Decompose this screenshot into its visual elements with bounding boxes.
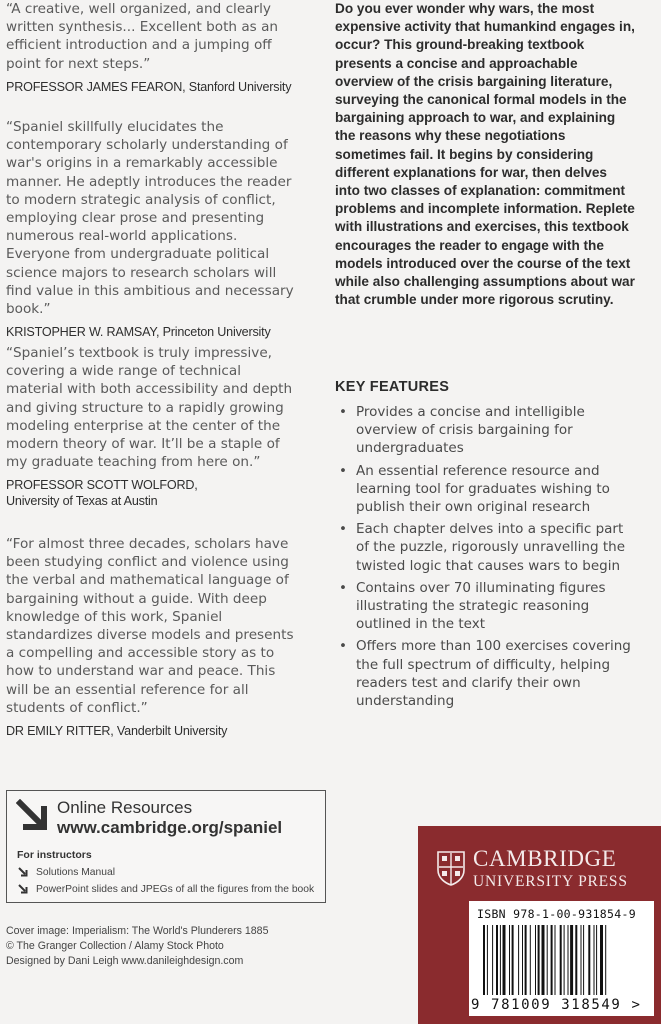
barcode-bar (547, 925, 548, 995)
key-features-title: KEY FEATURES (335, 379, 450, 395)
barcode-bar (542, 925, 545, 995)
barcode-bar (483, 925, 485, 995)
resource-item (18, 884, 314, 895)
credit-line: Cover image: Imperialism: The World's Plunderers 1885 (6, 925, 269, 937)
barcode-bar (518, 925, 519, 995)
barcode-bar (538, 925, 540, 995)
endorser-affiliation: , (194, 478, 198, 493)
credit-line: Designed by Dani Leigh www.danileighdesign.com (6, 955, 244, 967)
feature-text: Offers more than 100 exercises covering the full spectrum of difficulty, helping readers test and clarify their own understanding (356, 638, 631, 710)
barcode-bar (581, 925, 582, 995)
bullet-icon: • (339, 462, 347, 479)
endorser-name: PROFESSOR JAMES FEARON (6, 79, 183, 94)
endorsement-quote: “Spaniel skillfully elucidates the contemporary scholarly understanding of war's origins in a remarkably accessible manner. He adeptly introduces the reader to modern strategic analysis of conflict, employing clear prose and presenting numerous real-world applications. Everyone from undergraduate political science majors to research scholars will find value in this ambitious and necessary book.” (6, 119, 294, 318)
endorsement-attribution (6, 79, 302, 95)
arrow-down-right-icon (18, 867, 28, 877)
endorsement-4 (6, 535, 302, 739)
endorsement-attribution (6, 324, 302, 340)
endorsement-1 (6, 0, 302, 95)
feature-item (335, 403, 635, 458)
publisher-name: CAMBRIDGE (473, 846, 617, 871)
barcode-bar (551, 925, 553, 995)
endorsement-3 (6, 344, 302, 509)
online-resources-title: Online Resources (57, 798, 193, 817)
barcode-bar (560, 925, 562, 995)
barcode-bar (588, 925, 590, 995)
arrow-down-right-icon (18, 884, 28, 894)
endorser-affiliation-line2: University of Texas at Austin (6, 494, 158, 509)
barcode-bar (500, 925, 501, 995)
barcode-bar (525, 925, 527, 995)
bullet-icon: • (339, 404, 347, 420)
endorsement-attribution (6, 477, 302, 509)
endorser-affiliation: , Stanford University (182, 79, 292, 94)
endorsement-quote: “For almost three decades, scholars have been studying conflict and violence using the verbal and mathematical language of bargaining without a guide. With deep knowledge of this work, Spaniel standardizes diverse models and presents a compelling and accessible story as to how to understand war and peace. This will be an essential reference for all students of conflict.” (6, 536, 294, 716)
key-features-list (335, 403, 635, 714)
barcode-icon (483, 925, 641, 995)
endorsement-2 (6, 118, 302, 340)
feature-text: An essential reference resource and learning tool for graduates wishing to publish their own original research (356, 462, 610, 516)
endorser-name: KRISTOPHER W. RAMSAY (6, 325, 156, 340)
feature-text: Each chapter delves into a specific part of the puzzle, rigorously unravelling the twisted logic that causes wars to begin (356, 521, 626, 574)
bullet-icon: • (339, 638, 347, 655)
barcode-area (469, 901, 654, 1016)
feature-item (335, 637, 635, 710)
arrow-down-right-icon (16, 799, 50, 833)
resource-text: Solutions Manual (36, 867, 115, 878)
barcode-bar (568, 925, 569, 995)
barcode-bar (535, 925, 536, 995)
endorser-affiliation: , Princeton University (155, 325, 271, 340)
credit-line: © The Granger Collection / Alamy Stock Photo (6, 940, 224, 952)
online-resources-box (6, 790, 326, 903)
barcode-bar (583, 925, 584, 995)
barcode-bar (570, 925, 573, 995)
feature-item (335, 462, 635, 517)
cambridge-shield-icon (436, 850, 466, 886)
feature-item (335, 520, 635, 575)
for-instructors-label: For instructors (17, 849, 92, 861)
endorser-name: PROFESSOR SCOTT WOLFORD (6, 478, 195, 493)
barcode-bar (594, 925, 595, 995)
barcode-bar (509, 925, 510, 995)
publisher-press: UNIVERSITY PRESS (473, 873, 628, 890)
endorser-affiliation: , Vanderbilt University (110, 724, 228, 739)
barcode-bar (600, 925, 603, 995)
cover-credits (6, 924, 268, 969)
barcode-bar (492, 925, 493, 995)
barcode-bar (596, 925, 597, 995)
resource-item (18, 867, 115, 878)
feature-text: Provides a concise and intelligible overview of crisis bargaining for undergraduates (356, 404, 585, 457)
isbn-label: ISBN 978-1-00-931854-9 (477, 907, 636, 921)
feature-text: Contains over 70 illuminating figures illustrating the strategic reasoning outlined in the text (356, 579, 606, 633)
barcode-bar (575, 925, 577, 995)
endorser-name: DR EMILY RITTER (6, 724, 111, 739)
barcode-bar (605, 925, 606, 995)
barcode-bar (487, 925, 488, 995)
bullet-icon: • (339, 579, 347, 596)
barcode-bar (512, 925, 514, 995)
bullet-icon: • (339, 521, 347, 538)
endorsement-quote: “Spaniel’s textbook is truly impressive, covering a wide range of technical material with both accessibility and depth and giving structure to a rapidly growing modeling enterprise at the center of the modern theory of war. It’ll be a staple of my graduate teaching from here on.” (6, 345, 293, 471)
barcode-bar (555, 925, 556, 995)
barcode-bar (522, 925, 523, 995)
barcode-bar (503, 925, 506, 995)
barcode-bar (496, 925, 498, 995)
barcode-bar (564, 925, 565, 995)
endorsement-quote: “A creative, well organized, and clearly written synthesis... Excellent both as an efficient introduction and a jumping off point for next steps.” (6, 1, 279, 72)
endorsement-attribution (6, 723, 302, 739)
barcode-bar (530, 925, 531, 995)
feature-item (335, 579, 635, 634)
publisher-panel (418, 826, 661, 1024)
isbn-digits: 9 781009 318549 > (471, 997, 642, 1013)
online-resources-url[interactable]: www.cambridge.org/spaniel (57, 818, 283, 837)
book-description: Do you ever wonder why wars, the most expensive activity that humankind engages in, occur? This ground-breaking textbook presents a concise and approachable overview of the crisis bargaining literature, surveying the canonical formal models in the bargaining approach to war, and explaining the reasons why these negotiations sometimes fail. It begins by considering different explanations for war, then delves into two classes of explanation: commitment problems and incomplete information. Replete with illustrations and exercises, this textbook encourages the reader to engage with the models introduced over the course of the text while also challenging assumptions about war that crumble under more rigorous scrutiny. (335, 1, 635, 308)
resource-text: PowerPoint slides and JPEGs of all the figures from the book (36, 884, 315, 895)
